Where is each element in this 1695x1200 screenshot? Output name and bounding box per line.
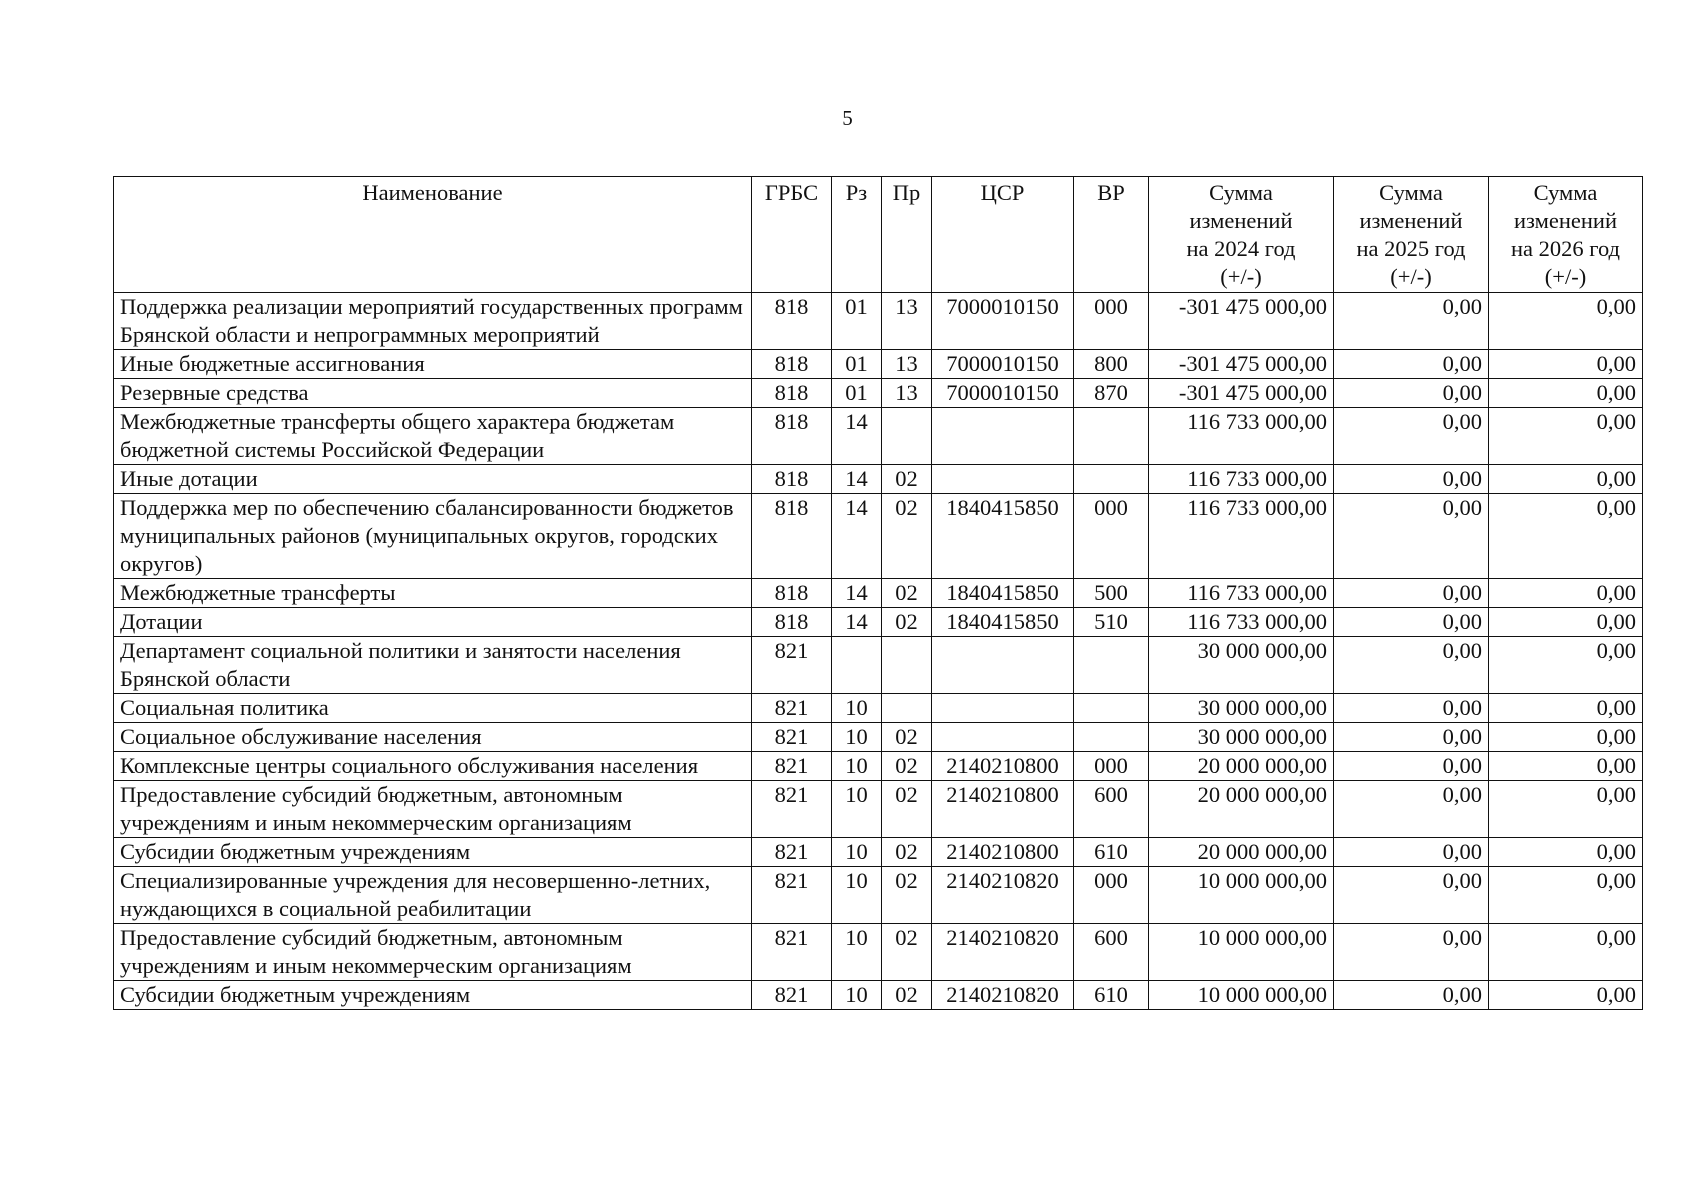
table-row	[114, 838, 1643, 867]
row-sum-2026-cell: 0,00	[1489, 694, 1643, 723]
row-vr-cell: 000	[1074, 494, 1149, 579]
row-grbs-cell: 821	[752, 694, 832, 723]
row-pr-cell	[882, 637, 932, 694]
row-sum-2025-cell: 0,00	[1334, 637, 1489, 694]
header-csr: ЦСР	[932, 177, 1074, 293]
row-sum-2025-cell: 0,00	[1334, 579, 1489, 608]
row-rz-cell: 10	[832, 924, 882, 981]
table-row	[114, 465, 1643, 494]
row-csr-cell: 1840415850	[932, 608, 1074, 637]
row-name-cell: Межбюджетные трансферты	[114, 579, 752, 608]
header-sum-2025-line: на 2025 год	[1356, 236, 1466, 261]
row-sum-2024-cell: 116 733 000,00	[1149, 608, 1334, 637]
row-csr-cell: 2140210820	[932, 924, 1074, 981]
row-vr-cell: 510	[1074, 608, 1149, 637]
row-name-cell: Резервные средства	[114, 379, 752, 408]
row-pr-cell: 02	[882, 723, 932, 752]
row-pr-cell: 13	[882, 379, 932, 408]
row-sum-2024-cell: 116 733 000,00	[1149, 408, 1334, 465]
row-rz-cell: 01	[832, 293, 882, 350]
row-sum-2025-cell: 0,00	[1334, 752, 1489, 781]
table-row	[114, 867, 1643, 924]
row-grbs-cell: 818	[752, 465, 832, 494]
header-grbs: ГРБС	[752, 177, 832, 293]
row-sum-2026-cell: 0,00	[1489, 752, 1643, 781]
row-sum-2024-cell: 10 000 000,00	[1149, 924, 1334, 981]
row-sum-2024-cell: 10 000 000,00	[1149, 867, 1334, 924]
header-sum-2025-line: (+/-)	[1390, 264, 1432, 289]
row-pr-cell: 02	[882, 867, 932, 924]
row-vr-cell: 600	[1074, 924, 1149, 981]
row-pr-cell: 02	[882, 579, 932, 608]
row-rz-cell: 10	[832, 694, 882, 723]
row-name-cell: Межбюджетные трансферты общего характера бюджетам бюджетной системы Российской Федерации	[114, 408, 752, 465]
header-name: Наименование	[114, 177, 752, 293]
row-csr-cell: 2140210820	[932, 867, 1074, 924]
row-sum-2026-cell: 0,00	[1489, 924, 1643, 981]
row-sum-2026-cell: 0,00	[1489, 608, 1643, 637]
row-rz-cell: 14	[832, 579, 882, 608]
row-grbs-cell: 818	[752, 579, 832, 608]
row-name-cell: Поддержка реализации мероприятий государственных программ Брянской области и непрограммных мероприятий	[114, 293, 752, 350]
row-sum-2026-cell: 0,00	[1489, 723, 1643, 752]
row-name-cell: Поддержка мер по обеспечению сбалансированности бюджетов муниципальных районов (муниципальных округов, городских округов)	[114, 494, 752, 579]
row-vr-cell	[1074, 408, 1149, 465]
header-sum-2024	[1149, 177, 1334, 293]
row-sum-2026-cell: 0,00	[1489, 494, 1643, 579]
row-sum-2025-cell: 0,00	[1334, 408, 1489, 465]
row-sum-2025-cell: 0,00	[1334, 867, 1489, 924]
header-sum-2026-line: изменений	[1514, 208, 1617, 233]
row-grbs-cell: 821	[752, 838, 832, 867]
header-sum-2025-line: Сумма	[1379, 180, 1443, 205]
row-sum-2026-cell: 0,00	[1489, 379, 1643, 408]
row-csr-cell: 2140210800	[932, 781, 1074, 838]
row-vr-cell: 800	[1074, 350, 1149, 379]
row-vr-cell: 000	[1074, 867, 1149, 924]
row-vr-cell	[1074, 723, 1149, 752]
row-csr-cell: 1840415850	[932, 494, 1074, 579]
row-sum-2026-cell: 0,00	[1489, 781, 1643, 838]
row-sum-2026-cell: 0,00	[1489, 637, 1643, 694]
row-csr-cell	[932, 465, 1074, 494]
row-sum-2024-cell: 20 000 000,00	[1149, 838, 1334, 867]
row-grbs-cell: 818	[752, 293, 832, 350]
row-name-cell: Департамент социальной политики и занятости населения Брянской области	[114, 637, 752, 694]
header-sum-2024-line: на 2024 год	[1186, 236, 1296, 261]
row-csr-cell	[932, 723, 1074, 752]
row-name-cell: Дотации	[114, 608, 752, 637]
row-sum-2025-cell: 0,00	[1334, 465, 1489, 494]
row-sum-2025-cell: 0,00	[1334, 494, 1489, 579]
row-csr-cell: 2140210800	[932, 752, 1074, 781]
table-row	[114, 924, 1643, 981]
row-grbs-cell: 821	[752, 781, 832, 838]
row-csr-cell	[932, 408, 1074, 465]
header-sum-2026-line: (+/-)	[1544, 264, 1587, 289]
row-csr-cell: 7000010150	[932, 379, 1074, 408]
budget-changes-table	[113, 176, 1643, 1010]
table-body	[114, 293, 1643, 1010]
row-pr-cell: 02	[882, 781, 932, 838]
header-rz: Рз	[832, 177, 882, 293]
row-rz-cell: 01	[832, 379, 882, 408]
row-sum-2024-cell: 20 000 000,00	[1149, 752, 1334, 781]
row-name-cell: Социальная политика	[114, 694, 752, 723]
row-csr-cell: 7000010150	[932, 350, 1074, 379]
row-pr-cell: 02	[882, 494, 932, 579]
row-rz-cell: 14	[832, 465, 882, 494]
row-pr-cell: 02	[882, 608, 932, 637]
row-sum-2026-cell: 0,00	[1489, 981, 1643, 1010]
row-rz-cell: 10	[832, 838, 882, 867]
row-grbs-cell: 818	[752, 379, 832, 408]
row-pr-cell: 13	[882, 350, 932, 379]
row-rz-cell: 14	[832, 408, 882, 465]
row-grbs-cell: 821	[752, 981, 832, 1010]
row-name-cell: Субсидии бюджетным учреждениям	[114, 981, 752, 1010]
row-sum-2025-cell: 0,00	[1334, 981, 1489, 1010]
row-sum-2025-cell: 0,00	[1334, 838, 1489, 867]
header-vr: ВР	[1074, 177, 1149, 293]
table-row	[114, 379, 1643, 408]
row-pr-cell	[882, 694, 932, 723]
table-row	[114, 408, 1643, 465]
row-pr-cell	[882, 408, 932, 465]
row-name-cell: Субсидии бюджетным учреждениям	[114, 838, 752, 867]
row-sum-2026-cell: 0,00	[1489, 293, 1643, 350]
table-row	[114, 981, 1643, 1010]
row-vr-cell: 000	[1074, 752, 1149, 781]
row-sum-2024-cell: -301 475 000,00	[1149, 350, 1334, 379]
row-vr-cell	[1074, 637, 1149, 694]
row-grbs-cell: 821	[752, 752, 832, 781]
row-vr-cell: 000	[1074, 293, 1149, 350]
row-rz-cell: 14	[832, 608, 882, 637]
row-vr-cell	[1074, 465, 1149, 494]
row-grbs-cell: 821	[752, 723, 832, 752]
table-row	[114, 350, 1643, 379]
table-row	[114, 579, 1643, 608]
row-sum-2026-cell: 0,00	[1489, 838, 1643, 867]
row-pr-cell: 02	[882, 981, 932, 1010]
row-csr-cell: 1840415850	[932, 579, 1074, 608]
row-grbs-cell: 818	[752, 608, 832, 637]
table-row	[114, 752, 1643, 781]
row-rz-cell: 14	[832, 494, 882, 579]
row-sum-2025-cell: 0,00	[1334, 781, 1489, 838]
row-sum-2024-cell: 30 000 000,00	[1149, 637, 1334, 694]
row-sum-2026-cell: 0,00	[1489, 465, 1643, 494]
row-rz-cell	[832, 637, 882, 694]
row-grbs-cell: 818	[752, 494, 832, 579]
table-row	[114, 723, 1643, 752]
row-name-cell: Социальное обслуживание населения	[114, 723, 752, 752]
row-csr-cell: 2140210820	[932, 981, 1074, 1010]
table-row	[114, 293, 1643, 350]
row-csr-cell: 2140210800	[932, 838, 1074, 867]
row-pr-cell: 02	[882, 924, 932, 981]
row-csr-cell	[932, 637, 1074, 694]
row-grbs-cell: 821	[752, 867, 832, 924]
header-sum-2025-line: изменений	[1359, 208, 1463, 233]
row-grbs-cell: 821	[752, 637, 832, 694]
row-sum-2025-cell: 0,00	[1334, 924, 1489, 981]
row-vr-cell: 610	[1074, 981, 1149, 1010]
row-pr-cell: 02	[882, 838, 932, 867]
row-sum-2026-cell: 0,00	[1489, 350, 1643, 379]
row-sum-2024-cell: 30 000 000,00	[1149, 694, 1334, 723]
row-sum-2025-cell: 0,00	[1334, 694, 1489, 723]
table-row	[114, 494, 1643, 579]
row-vr-cell: 500	[1074, 579, 1149, 608]
table-header-row	[114, 177, 1643, 293]
row-sum-2024-cell: -301 475 000,00	[1149, 379, 1334, 408]
table-row	[114, 637, 1643, 694]
row-sum-2025-cell: 0,00	[1334, 293, 1489, 350]
row-pr-cell: 02	[882, 752, 932, 781]
row-sum-2025-cell: 0,00	[1334, 379, 1489, 408]
header-sum-2024-line: (+/-)	[1220, 264, 1262, 289]
row-sum-2024-cell: -301 475 000,00	[1149, 293, 1334, 350]
header-sum-2024-line: изменений	[1189, 208, 1293, 233]
row-grbs-cell: 818	[752, 408, 832, 465]
row-rz-cell: 10	[832, 723, 882, 752]
row-sum-2024-cell: 20 000 000,00	[1149, 781, 1334, 838]
row-sum-2024-cell: 116 733 000,00	[1149, 465, 1334, 494]
row-name-cell: Комплексные центры социального обслуживания населения	[114, 752, 752, 781]
table-row	[114, 694, 1643, 723]
page-number: 5	[842, 106, 853, 130]
row-csr-cell	[932, 694, 1074, 723]
row-csr-cell: 7000010150	[932, 293, 1074, 350]
row-sum-2025-cell: 0,00	[1334, 608, 1489, 637]
row-pr-cell: 13	[882, 293, 932, 350]
header-sum-2025	[1334, 177, 1489, 293]
row-sum-2026-cell: 0,00	[1489, 579, 1643, 608]
row-rz-cell: 10	[832, 867, 882, 924]
row-sum-2024-cell: 116 733 000,00	[1149, 494, 1334, 579]
row-name-cell: Предоставление субсидий бюджетным, автономным учреждениям и иным некоммерческим организациям	[114, 781, 752, 838]
row-grbs-cell: 818	[752, 350, 832, 379]
header-sum-2026-line: Сумма	[1533, 180, 1598, 205]
row-sum-2024-cell: 116 733 000,00	[1149, 579, 1334, 608]
row-vr-cell	[1074, 694, 1149, 723]
header-pr: Пр	[882, 177, 932, 293]
row-rz-cell: 01	[832, 350, 882, 379]
header-sum-2024-line: Сумма	[1209, 180, 1273, 205]
row-pr-cell: 02	[882, 465, 932, 494]
row-rz-cell: 10	[832, 781, 882, 838]
row-sum-2024-cell: 10 000 000,00	[1149, 981, 1334, 1010]
row-vr-cell: 870	[1074, 379, 1149, 408]
row-sum-2026-cell: 0,00	[1489, 408, 1643, 465]
row-sum-2025-cell: 0,00	[1334, 350, 1489, 379]
row-name-cell: Предоставление субсидий бюджетным, автономным учреждениям и иным некоммерческим организациям	[114, 924, 752, 981]
header-sum-2026	[1489, 177, 1643, 293]
table-row	[114, 608, 1643, 637]
row-grbs-cell: 821	[752, 924, 832, 981]
row-name-cell: Иные дотации	[114, 465, 752, 494]
table-row	[114, 781, 1643, 838]
row-rz-cell: 10	[832, 981, 882, 1010]
row-name-cell: Иные бюджетные ассигнования	[114, 350, 752, 379]
row-vr-cell: 600	[1074, 781, 1149, 838]
row-name-cell: Специализированные учреждения для несовершенно-летних, нуждающихся в социальной реабилитации	[114, 867, 752, 924]
header-sum-2026-line: на 2026 год	[1511, 236, 1620, 261]
row-sum-2024-cell: 30 000 000,00	[1149, 723, 1334, 752]
row-rz-cell: 10	[832, 752, 882, 781]
row-vr-cell: 610	[1074, 838, 1149, 867]
row-sum-2026-cell: 0,00	[1489, 867, 1643, 924]
row-sum-2025-cell: 0,00	[1334, 723, 1489, 752]
